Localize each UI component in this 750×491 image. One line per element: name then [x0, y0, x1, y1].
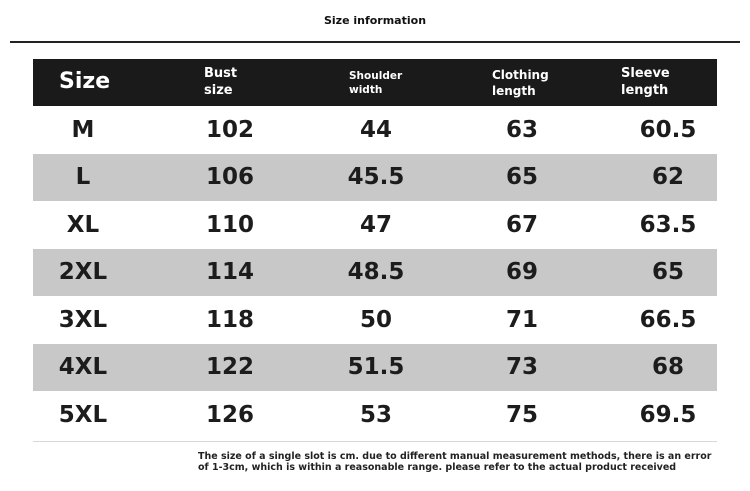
table-header-row [33, 59, 717, 106]
header-length-line2: length [492, 84, 536, 98]
header-bust-line1: Bust [204, 65, 238, 81]
cell-bust: 110 [205, 211, 254, 238]
page-title: Size information [323, 14, 427, 27]
footnote-line1: The size of a single slot is cm. due to different manual measurement methods, there is an error [198, 451, 712, 462]
size-table [33, 59, 717, 439]
cell-size: 4XL [58, 354, 108, 381]
cell-length: 67 [505, 211, 538, 238]
cell-size: L [75, 164, 91, 191]
cell-size: 5XL [58, 401, 108, 428]
footnote-line2: of 1-3cm, which is within a reasonable range. please refer to the actual product received [198, 462, 677, 473]
cell-shoulder: 48.5 [347, 259, 405, 286]
header-sleeve-length [619, 66, 717, 100]
header-clothing-length [474, 65, 619, 99]
cell-size: 3XL [58, 306, 108, 333]
table-row [33, 201, 717, 249]
table-row [33, 154, 717, 202]
header-shoulder-line1: Shoulder [349, 70, 403, 83]
table-bottom-divider [33, 441, 717, 442]
cell-sleeve: 66.5 [639, 306, 697, 333]
cell-shoulder: 53 [359, 401, 392, 428]
cell-bust: 126 [205, 401, 254, 428]
cell-bust: 102 [205, 116, 254, 143]
cell-length: 71 [505, 306, 538, 333]
cell-bust: 114 [205, 259, 254, 286]
cell-length: 69 [505, 259, 538, 286]
header-bust-line2: size [204, 82, 233, 98]
cell-size: 2XL [58, 259, 108, 286]
header-sleeve-line2: length [621, 82, 669, 98]
table-row [33, 391, 717, 439]
cell-sleeve: 62 [651, 164, 684, 191]
cell-length: 65 [505, 164, 538, 191]
header-length-line1: Clothing [492, 68, 549, 83]
header-shoulder-width [329, 67, 474, 97]
cell-shoulder: 50 [359, 306, 392, 333]
table-row [33, 344, 717, 392]
table-row [33, 249, 717, 297]
cell-sleeve: 60.5 [639, 116, 697, 143]
cell-bust: 122 [205, 354, 254, 381]
header-sleeve-line1: Sleeve [621, 65, 670, 81]
cell-length: 75 [505, 401, 538, 428]
cell-shoulder: 44 [359, 116, 392, 143]
cell-size: XL [66, 211, 100, 238]
header-bust-size [181, 66, 329, 100]
header-size: Size [59, 69, 111, 95]
title-divider [10, 41, 740, 43]
cell-size: M [71, 116, 95, 143]
footnote [198, 451, 718, 473]
cell-sleeve: 68 [651, 354, 684, 381]
cell-sleeve: 63.5 [639, 211, 697, 238]
header-shoulder-line2: width [349, 84, 383, 96]
cell-length: 73 [505, 354, 538, 381]
cell-length: 63 [505, 116, 538, 143]
cell-bust: 118 [205, 306, 254, 333]
table-row [33, 296, 717, 344]
table-row [33, 106, 717, 154]
cell-sleeve: 69.5 [639, 401, 697, 428]
cell-sleeve: 65 [651, 259, 684, 286]
cell-shoulder: 45.5 [347, 164, 405, 191]
cell-shoulder: 47 [359, 211, 392, 238]
cell-shoulder: 51.5 [347, 354, 405, 381]
cell-bust: 106 [205, 164, 254, 191]
